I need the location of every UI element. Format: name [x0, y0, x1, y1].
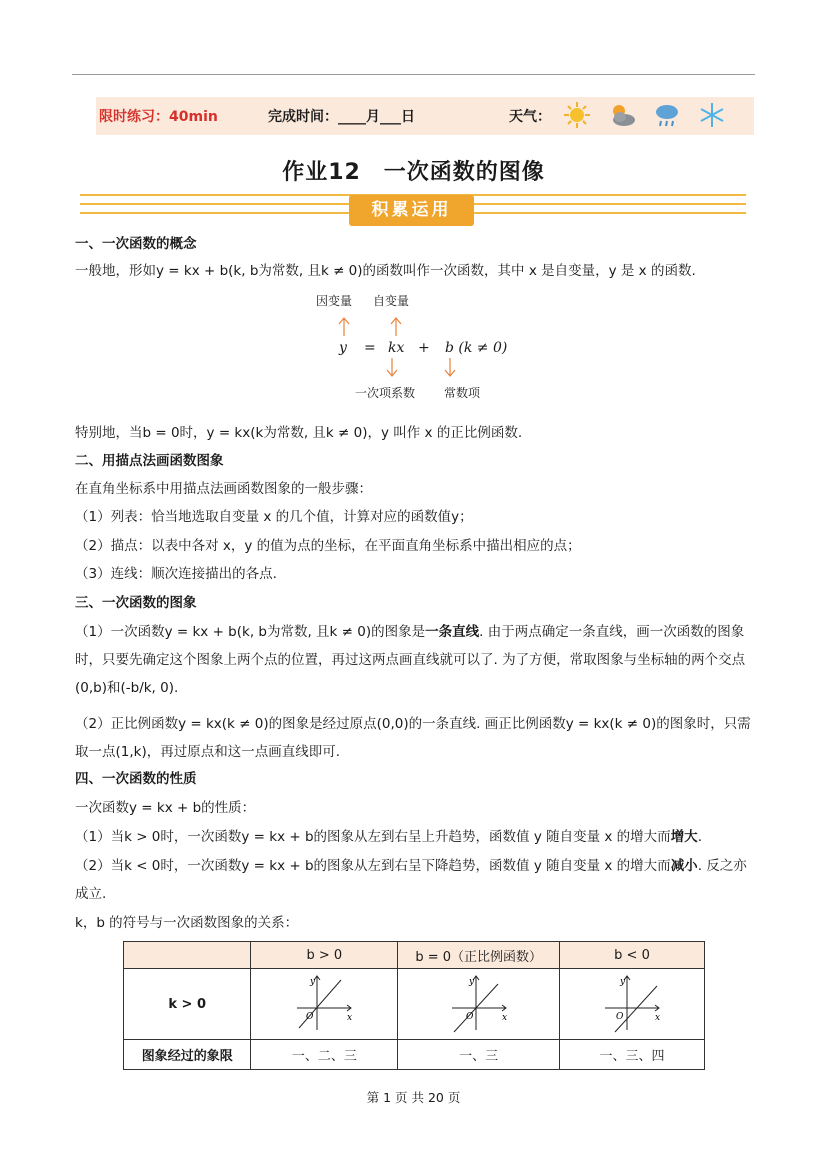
table-cell: 一、二、三 [251, 1040, 398, 1070]
dependent-label: 因变量 [316, 294, 353, 308]
origin-label: O [465, 1012, 474, 1022]
graph-b-positive [289, 970, 359, 1034]
independent-label: 自变量 [373, 294, 410, 308]
expr-eq: = [364, 340, 376, 356]
graph-b-zero [444, 970, 514, 1034]
practice-bar [96, 97, 754, 135]
weather-label: 天气： [509, 109, 551, 125]
text-run: （2）当k < 0时，一次函数y = kx + b的图象从左到右呈下降趋势，函数值 y 随自变量 x 的增大而 [75, 858, 671, 874]
table-header: b < 0 [560, 942, 705, 969]
table-row [124, 969, 705, 1040]
graph-cell [560, 969, 705, 1040]
snowflake-icon [697, 100, 727, 130]
expr-b: b (k ≠ 0) [445, 340, 508, 356]
time-limit: 限时练习：40min [99, 109, 218, 125]
bold-text: 一条直线 [425, 624, 480, 640]
paragraph [75, 852, 755, 908]
text-run: . 反之亦成立. [75, 858, 747, 902]
coef-label: 一次项系数 [355, 386, 416, 400]
section-heading: 一、一次函数的概念 [75, 236, 197, 252]
section-heading: 四、一次函数的性质 [75, 771, 197, 787]
text-run: . [697, 829, 702, 845]
finish-time: 完成时间：____月___日 [268, 109, 415, 125]
partly-cloudy-icon [607, 100, 637, 130]
const-label: 常数项 [444, 386, 481, 400]
axis-x-label: x [655, 1013, 661, 1023]
list-item: （3）连线：顺次连接描出的各点. [75, 566, 277, 582]
section-badge: 积累运用 [349, 195, 474, 226]
axis-y-label: y [468, 977, 474, 987]
expr-y: y [339, 340, 347, 356]
page-title: 作业12 一次函数的图像 [282, 160, 545, 185]
bold-text: 增大 [670, 829, 698, 845]
table-corner [124, 942, 251, 969]
sign-relation-table [123, 941, 705, 1070]
expr-plus: + [418, 340, 430, 356]
function-diagram [300, 288, 540, 403]
section-heading: 三、一次函数的图象 [75, 595, 197, 611]
origin-label: O [306, 1012, 314, 1022]
graph-cell [398, 969, 560, 1040]
text-run: （1）一次函数y = kx + b(k, b为常数, 且k ≠ 0)的图象是 [75, 624, 426, 640]
table-row [124, 1040, 705, 1070]
table-header: b = 0（正比例函数） [398, 942, 560, 969]
paragraph [75, 826, 755, 848]
graph-b-negative [597, 970, 667, 1034]
axis-y-label: y [310, 977, 316, 987]
paragraph: （2）正比例函数y = kx(k ≠ 0)的图象是经过原点(0,0)的一条直线. 画正比例函数y = kx(k ≠ 0)的图象时，只需取一点(1,k)，再过原点和这一点画直线即可. [75, 716, 751, 760]
weather-icons [562, 100, 737, 134]
row-label: k > 0 [124, 969, 251, 1040]
paragraph: k，b 的符号与一次函数图象的关系： [75, 915, 299, 931]
paragraph [75, 618, 755, 702]
text-run: . 由于两点确定一条直线，画一次函数的图象时，只要先确定这个图象上两个点的位置，再过这两点画直线就可以了. 为了方便，常取图象与坐标轴的两个交点(0,b)和(-b/k, 0). [75, 624, 746, 696]
paragraph: 在直角坐标系中用描点法画函数图象的一般步骤： [75, 481, 372, 497]
rain-cloud-icon [652, 100, 682, 130]
list-item: （2）描点：以表中各对 x，y 的值为点的坐标，在平面直角坐标系中描出相应的点； [75, 538, 581, 554]
expr-kx: kx [388, 340, 405, 356]
axis-x-label: x [347, 1013, 353, 1023]
list-item: （1）列表：恰当地选取自变量 x 的几个值，计算对应的函数值y； [75, 509, 473, 525]
paragraph: 特别地，当b = 0时，y = kx(k为常数, 且k ≠ 0)，y 叫作 x 的正比例函数. [75, 425, 523, 441]
origin-label: O [616, 1012, 624, 1022]
top-rule [72, 74, 755, 75]
axis-x-label: x [501, 1013, 507, 1023]
paragraph: 一次函数y = kx + b的性质： [75, 800, 256, 816]
sun-icon [562, 100, 592, 130]
table-cell: 一、三、四 [560, 1040, 705, 1070]
graph-cell [251, 969, 398, 1040]
table-header: b > 0 [251, 942, 398, 969]
table-cell: 一、三 [398, 1040, 560, 1070]
paragraph: 一般地，形如y = kx + b(k, b为常数, 且k ≠ 0)的函数叫作一次函数，其中 x 是自变量，y 是 x 的函数. [75, 263, 696, 279]
axis-y-label: y [620, 977, 626, 987]
page-footer: 第 1 页 共 20 页 [366, 1090, 461, 1105]
section-heading: 二、用描点法画函数图象 [75, 453, 224, 469]
row-label: 图象经过的象限 [124, 1040, 251, 1070]
text-run: （1）当k > 0时，一次函数y = kx + b的图象从左到右呈上升趋势，函数值 y 随自变量 x 的增大而 [75, 829, 671, 845]
table-header-row [124, 942, 705, 969]
bold-text: 减小 [670, 858, 698, 874]
